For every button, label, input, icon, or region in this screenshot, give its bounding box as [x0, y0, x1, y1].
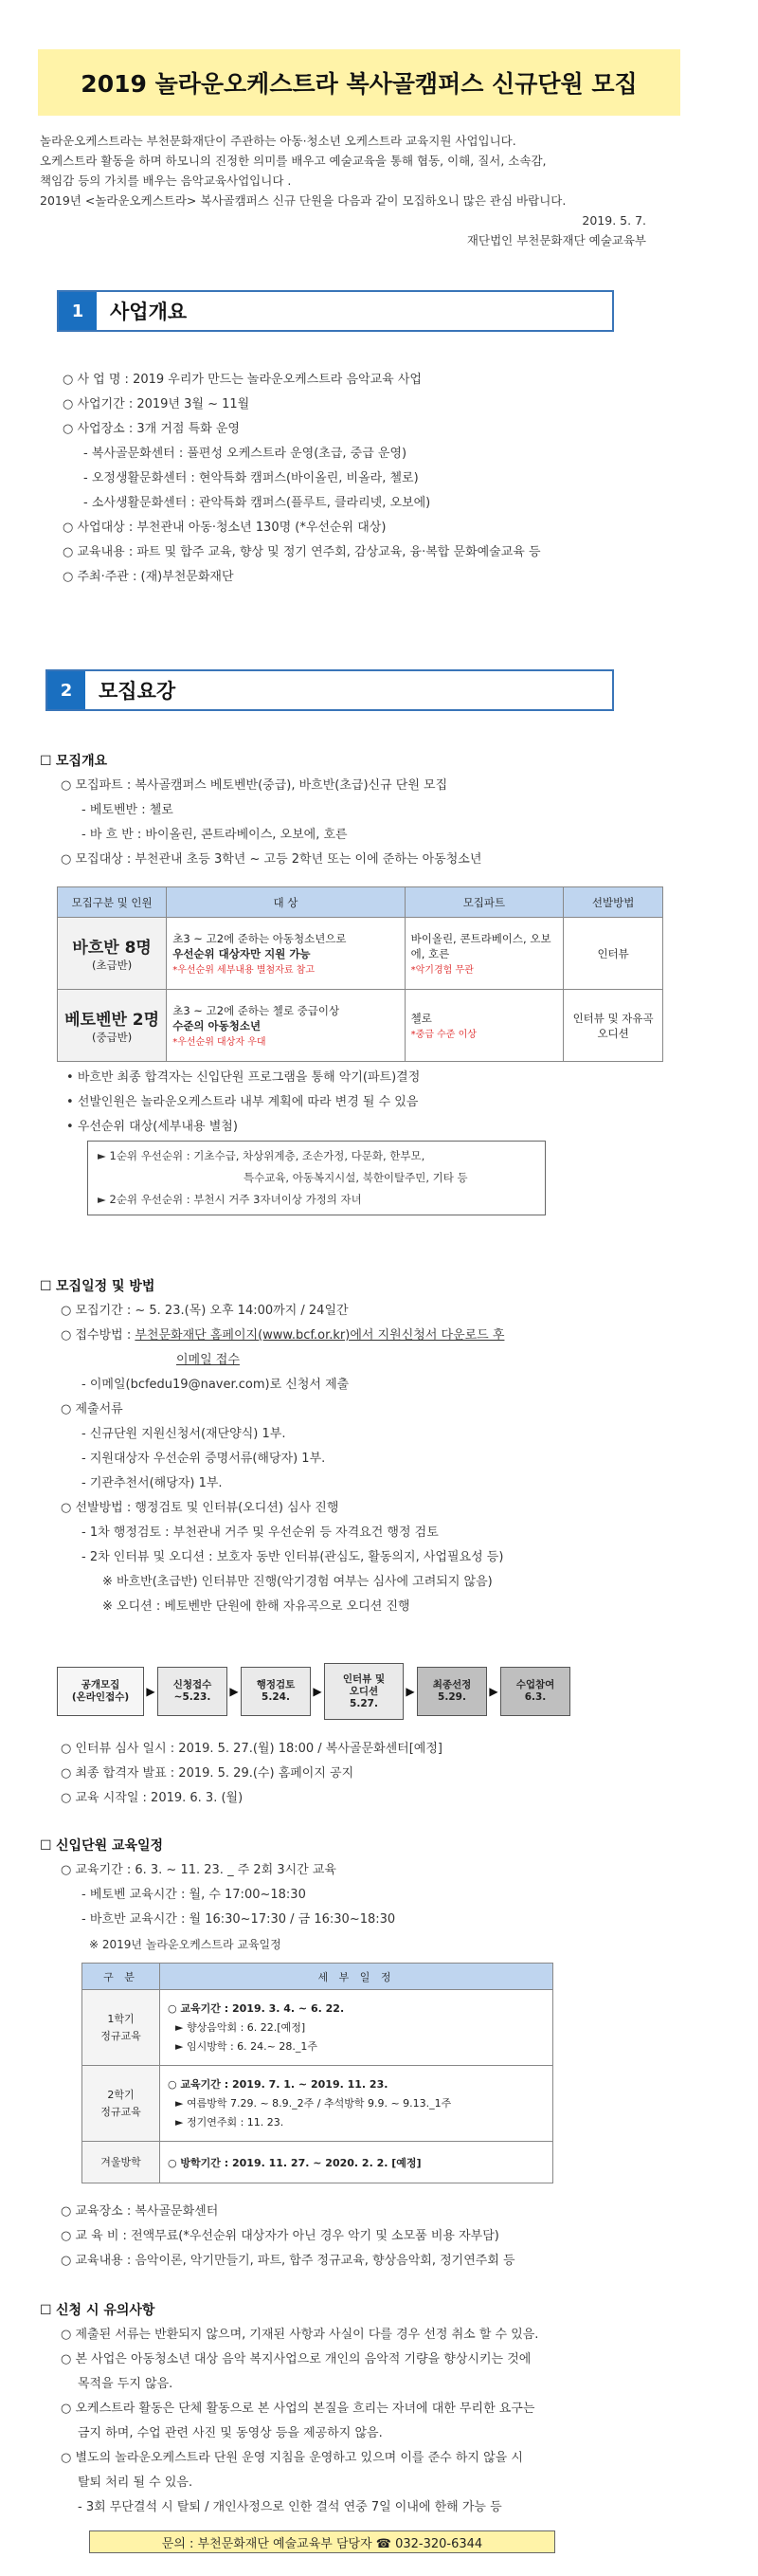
education-table: [81, 1963, 553, 2183]
target-text: 초3 ~ 고2에 준하는 아동청소년으로: [172, 932, 347, 945]
intro-line: 놀라운오케스트라는 부천문화재단이 주관하는 아동·청소년 오케스트라 교육지원 사업입니다.: [40, 134, 516, 148]
caution-heading: ☐ 신청 시 유의사항: [40, 2298, 722, 2323]
list-item: ○ 오케스트라 활동은 단체 활동으로 본 사업의 본질을 흐리는 자녀에 대한 무리한 요구는: [40, 2397, 722, 2421]
bullet-icon: •: [66, 1095, 78, 1109]
list-item: 금지 하며, 수업 관련 사진 및 동영상 등을 제공하지 않음.: [78, 2426, 383, 2440]
schedule-block: [40, 1274, 703, 1619]
list-item: ○ 교육내용 : 파트 및 합주 교육, 향상 및 정기 연주회, 감상교육, 융·복합 문화예술교육 등: [63, 540, 688, 565]
bullet-icon: •: [66, 1120, 78, 1134]
section-1-title: 사업개요: [110, 301, 188, 323]
table-caption: ※ 2019년 놀라운오케스트라 교육일정: [89, 1938, 281, 1951]
list-item: - 신규단원 지원신청서(재단양식) 1부.: [81, 1427, 286, 1441]
table-row: [58, 990, 663, 1062]
list-item: ○ 사업기간 : 2019년 3월 ~ 11월: [63, 393, 688, 417]
table-header: 모집파트: [405, 887, 564, 918]
list-item: ○ 사 업 명 : 2019 우리가 만드는 놀라운오케스트라 음악교육 사업: [63, 368, 688, 393]
arrow-icon: ►: [98, 1149, 110, 1162]
list-item: ○ 모집대상 : 부천관내 초등 3학년 ~ 고등 2학년 또는 이에 준하는 아동청소년: [40, 848, 684, 872]
results-block: [61, 1737, 705, 1811]
arrow-right-icon: ▶: [229, 1685, 239, 1698]
intro-line: 책임감 등의 가치를 배우는 음악교육사업입니다 .: [40, 174, 292, 188]
list-item: • 우선순위 대상(세부내용 별첨): [66, 1120, 238, 1134]
list-item: ○ 교육 시작일 : 2019. 6. 3. (월): [61, 1786, 705, 1811]
list-item: ○ 교육내용 : 음악이론, 악기만들기, 파트, 합주 정규교육, 향상음악회, 정기연주회 등: [61, 2249, 714, 2274]
education-info-block: [61, 2200, 714, 2274]
list-item: - 베토벤 교육시간 : 월, 수 17:00~18:30: [81, 1888, 306, 1902]
part-text: 첼로: [410, 1012, 432, 1025]
section-2-number: 2: [47, 671, 85, 709]
section-1-body: [63, 368, 688, 590]
recruit-table: [57, 886, 663, 1062]
list-item: ○ 사업장소 : 3개 거점 특화 운영: [63, 417, 688, 442]
notes-block: [66, 1066, 673, 1140]
table-row: 1학기 정규교육 ○ 교육기간 : 2019. 3. 4. ~ 6. 22. ► 향상음악회 : 6. 22.[예정] ► 임시방학 : 6. 24.~ 28._1주: [82, 1990, 553, 2066]
arrow-right-icon: ▶: [313, 1685, 322, 1698]
list-item: ○ 교 육 비 : 전액무료(*우선순위 대상자가 아닌 경우 악기 및 소모품 비용 자부담): [61, 2224, 714, 2249]
section-1-number: 1: [59, 292, 97, 330]
intro-date: 2019. 5. 7.: [582, 213, 646, 228]
list-item: • 선발인원은 놀라운오케스트라 내부 계획에 따라 변경 될 수 있음: [66, 1095, 419, 1109]
contact-box: 문의 : 부천문화재단 예술교육부 담당자 ☎ 032-320-6344: [89, 2530, 555, 2553]
overview-block: [40, 749, 684, 872]
list-item: - 소사생활문화센터 : 관악특화 캠퍼스(플루트, 클라리넷, 오보에): [83, 496, 431, 510]
education-heading: ☐ 신입단원 교육일정: [40, 1834, 703, 1858]
table-row: 겨울방학 ○ 방학기간 : 2019. 11. 27. ~ 2020. 2. 2. [예정]: [82, 2142, 553, 2183]
table-header: 선발방법: [564, 887, 663, 918]
list-item: - 바 흐 반 : 바이올린, 콘트라베이스, 오보에, 호른: [81, 828, 348, 842]
list-item: ○ 사업대상 : 부천관내 아동·청소년 130명 (*우선순위 대상): [63, 516, 688, 540]
target-note: *우선순위 세부내용 별첨자료 참고: [172, 965, 315, 976]
table-header: 대 상: [167, 887, 405, 918]
caution-block: [40, 2298, 722, 2520]
flow-step: 수업참여 6.3.: [500, 1667, 570, 1716]
method-text: 인터뷰: [564, 918, 663, 990]
part-note: *중급 수준 이상: [410, 1030, 477, 1040]
part-text: 바이올린, 콘트라베이스, 오보에, 호른: [410, 932, 551, 960]
list-item: ○ 별도의 놀라운오케스트라 단원 운영 지침을 운영하고 있으며 이를 준수 하지 않을 시: [40, 2446, 722, 2471]
target-text: 초3 ~ 고2에 준하는 첼로 중급이상: [172, 1004, 340, 1017]
list-item: ○ 주최·주관 : (재)부천문화재단: [63, 565, 688, 590]
list-item: ○ 교육기간 : 6. 3. ~ 11. 23. _ 주 2회 3시간 교육: [40, 1858, 703, 1883]
class-name: 베토벤반 2명: [64, 1011, 160, 1030]
email-apply-link[interactable]: 이메일 접수: [176, 1353, 240, 1367]
list-item: ○ 인터뷰 심사 일시 : 2019. 5. 27.(월) 18:00 / 복사골문화센터[예정]: [61, 1737, 705, 1762]
priority-1: ► 1순위 우선순위 : 기초수급, 차상위계층, 조손가정, 다문화, 한부모,: [98, 1149, 425, 1162]
homepage-link[interactable]: 부천문화재단 홈페이지(www.bcf.or.kr)에서 지원신청서 다운로드 후: [135, 1328, 505, 1343]
list-item: ○ 접수방법 : 부천문화재단 홈페이지(www.bcf.or.kr)에서 지원신청서 다운로드 후: [40, 1324, 703, 1348]
list-item: ○ 본 사업은 아동청소년 대상 음악 복지사업으로 개인의 음악적 기량을 향상시키는 것에: [40, 2348, 722, 2372]
target-text: 우선순위 대상자만 지원 가능: [172, 947, 311, 960]
intro-org: 재단법인 부천문화재단 예술교육부: [466, 233, 646, 247]
method-text: 인터뷰 및 자유곡 오디션: [564, 990, 663, 1062]
process-flow: [57, 1663, 629, 1720]
bullet-icon: •: [66, 1070, 78, 1085]
section-2-header: [45, 669, 614, 711]
list-item: - 기관추천서(해당자) 1부.: [81, 1476, 223, 1490]
list-item: - 지원대상자 우선순위 증명서류(해당자) 1부.: [81, 1452, 326, 1466]
list-item: - 베토벤반 : 첼로: [81, 803, 173, 817]
list-item: 탈퇴 처리 될 수 있음.: [78, 2476, 193, 2490]
list-item: ○ 모집파트 : 복사골캠퍼스 베토벤반(중급), 바흐반(초급)신규 단원 모집: [40, 774, 684, 798]
list-item: - 2차 인터뷰 및 오디션 : 보호자 동반 인터뷰(관심도, 활동의지, 사업필요성 등): [81, 1550, 504, 1564]
class-level: (초급반): [91, 959, 133, 972]
list-item: ○ 교육장소 : 복사골문화센터: [61, 2200, 714, 2224]
arrow-right-icon: ▶: [489, 1685, 498, 1698]
part-note: *악기경험 무관: [410, 965, 474, 976]
flow-step: 인터뷰 및 오디션 5.27.: [324, 1663, 404, 1720]
schedule-heading: ☐ 모집일정 및 방법: [40, 1274, 703, 1299]
arrow-right-icon: ▶: [146, 1685, 155, 1698]
table-header: 세 부 일 정: [160, 1964, 553, 1990]
arrow-right-icon: ▶: [406, 1685, 415, 1698]
arrow-icon: ►: [98, 1193, 110, 1206]
overview-heading: ☐ 모집개요: [40, 749, 684, 774]
table-header-row: [58, 887, 663, 918]
list-item: - 1차 행정검토 : 부천관내 거주 및 우선순위 등 자격요건 행정 검토: [81, 1526, 439, 1540]
table-header: 모집구분 및 인원: [58, 887, 167, 918]
list-item: • 바흐반 최종 합격자는 신입단원 프로그램을 통해 악기(파트)결정: [66, 1070, 421, 1085]
class-name: 바흐반 8명: [72, 939, 152, 958]
intro-block: [40, 131, 646, 250]
intro-line: 2019년 <놀라운오케스트라> 복사골캠퍼스 신규 단원을 다음과 같이 모집하오니 많은 관심 바랍니다.: [40, 193, 567, 208]
list-item: ○ 제출된 서류는 반환되지 않으며, 기재된 사항과 사실이 다를 경우 선정 취소 할 수 있음.: [40, 2323, 722, 2348]
list-item: - 복사골문화센터 : 풀편성 오케스트라 운영(초급, 중급 운영): [83, 447, 407, 461]
list-item: ※ 오디션 : 베토벤반 단원에 한해 자유곡으로 오디션 진행: [102, 1599, 410, 1614]
list-item: - 바흐반 교육시간 : 월 16:30~17:30 / 금 16:30~18:30: [81, 1912, 396, 1927]
list-item: - 3회 무단결석 시 탈퇴 / 개인사정으로 인한 결석 연중 7일 이내에 한해 가능 등: [78, 2500, 502, 2514]
list-item: - 오정생활문화센터 : 현악특화 캠퍼스(바이올린, 비올라, 첼로): [83, 471, 419, 485]
table-header: 구 분: [82, 1964, 160, 1990]
list-item: - 이메일(bcfedu19@naver.com)로 신청서 제출: [81, 1378, 350, 1392]
section-2-title: 모집요강: [99, 680, 176, 703]
list-item: ○ 모집기간 : ~ 5. 23.(목) 오후 14:00까지 / 24일간: [40, 1299, 703, 1324]
flow-step: 신청접수 ~5.23.: [157, 1667, 227, 1716]
page-title: 2019 놀라운오케스트라 복사골캠퍼스 신규단원 모집: [38, 49, 680, 116]
class-level: (중급반): [91, 1031, 133, 1044]
education-block: [40, 1834, 703, 1957]
section-1-header: [57, 290, 614, 332]
flow-step: 행정검토 5.24.: [241, 1667, 311, 1716]
flow-step: 최종선정 5.29.: [417, 1667, 487, 1716]
table-row: 2학기 정규교육 ○ 교육기간 : 2019. 7. 1. ~ 2019. 11. 23. ► 여름방학 7.29. ~ 8.9._2주 / 추석방학 9.9. ~ 9.13._1주 ► 정기연주회 : 11. 23.: [82, 2066, 553, 2142]
target-note: *우선순위 대상자 우대: [172, 1037, 266, 1048]
list-item: ○ 제출서류: [40, 1398, 703, 1422]
priority-1-cont: 특수교육, 아동복지시설, 북한이탈주민, 기타 등: [244, 1171, 468, 1184]
list-item: 목적을 두지 않음.: [78, 2377, 173, 2391]
priority-box: [87, 1141, 546, 1215]
flow-step: 공개모집 (온라인접수): [57, 1667, 144, 1716]
intro-line: 오케스트라 활동을 하며 하모니의 진정한 의미를 배우고 예술교육을 통해 협동, 이해, 질서, 소속감,: [40, 154, 547, 168]
table-row: [58, 918, 663, 990]
target-text: 수준의 아동청소년: [172, 1019, 262, 1032]
priority-2: ► 2순위 우선순위 : 부천시 거주 3자녀이상 가정의 자녀: [98, 1193, 362, 1206]
list-item: ○ 선발방법 : 행정검토 및 인터뷰(오디션) 심사 진행: [40, 1496, 703, 1521]
list-item: ※ 바흐반(초급반) 인터뷰만 진행(악기경험 여부는 심사에 고려되지 않음): [102, 1575, 493, 1589]
list-item: ○ 최종 합격자 발표 : 2019. 5. 29.(수) 홈페이지 공지: [61, 1762, 705, 1786]
